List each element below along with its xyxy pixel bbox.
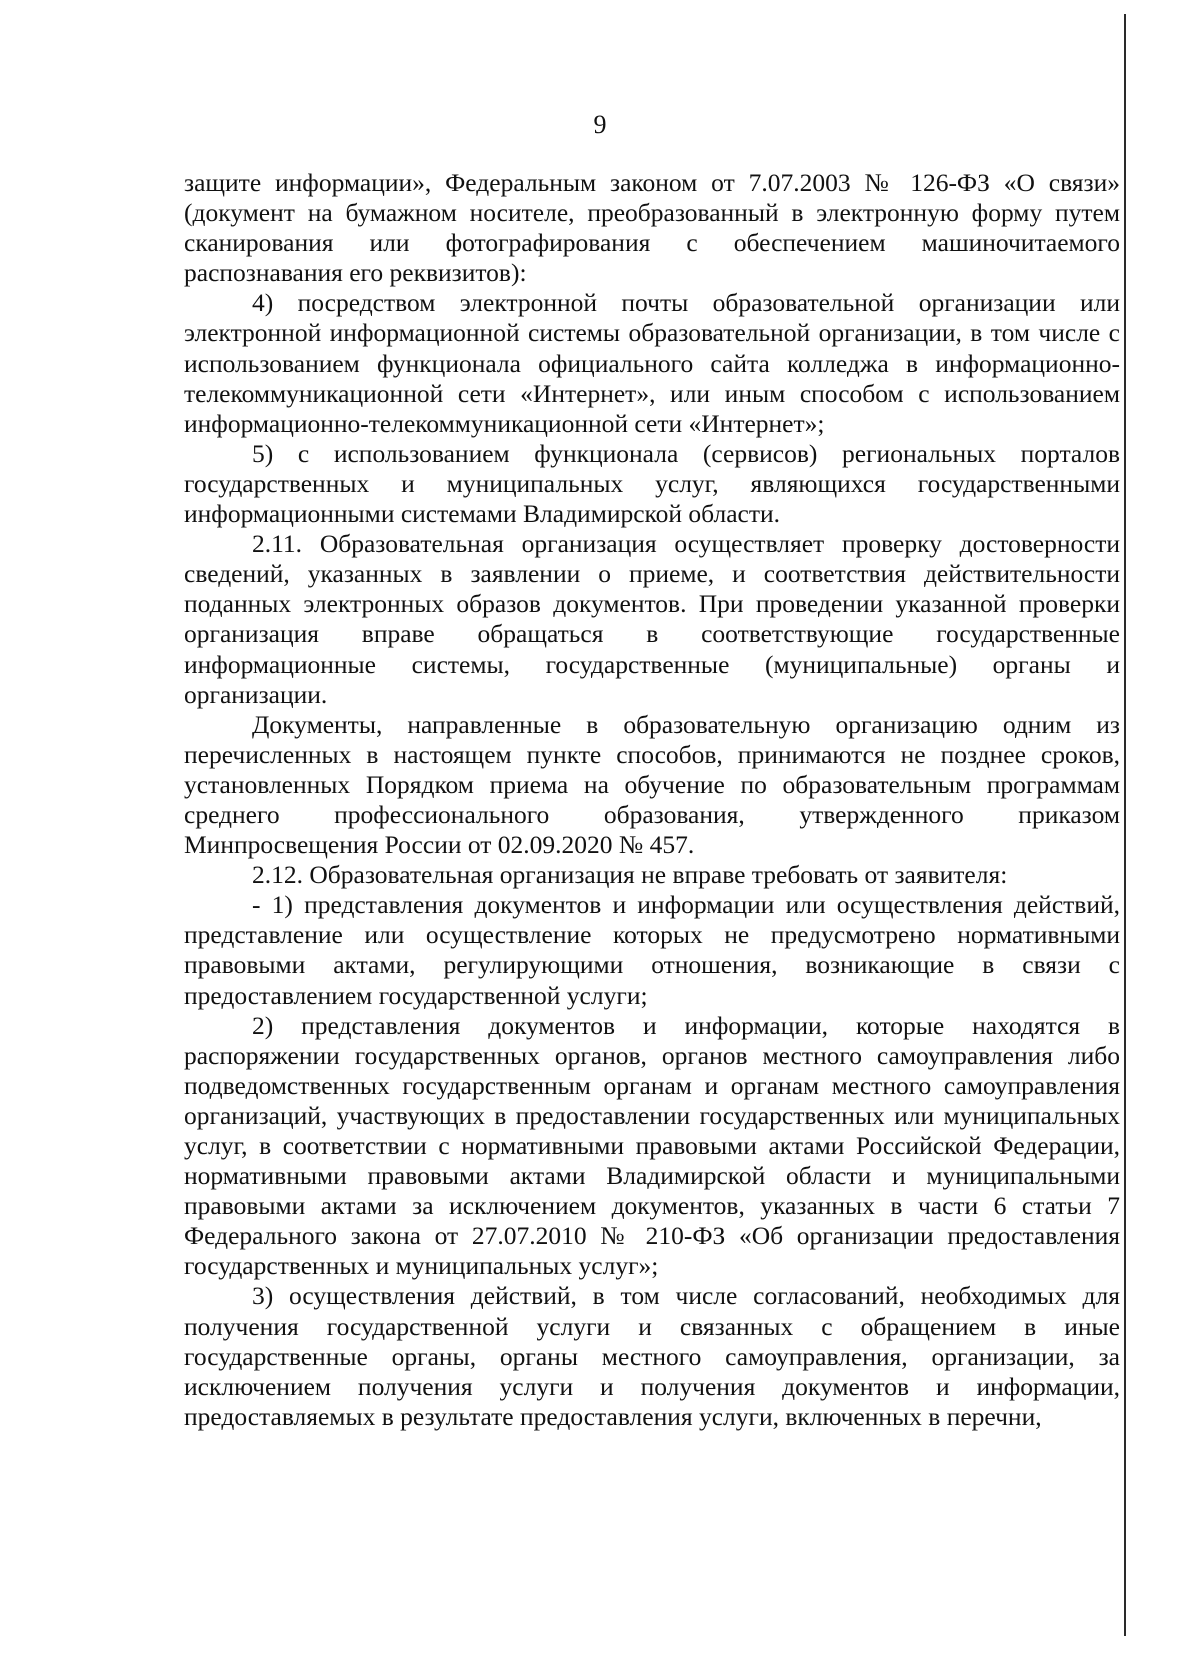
paragraph-2-11: 2.11. Образовательная организация осуществляет проверку достоверности сведений, указанных в заявлении о приеме, и соответствия действительности поданных электронных образов документов. При проведении указанной проверки организация вправе обращаться в соответствующие государственные информационные системы, государственные (муниципальные) органы и организации. [184, 529, 1120, 709]
paragraph-requirement-2: 2) представления документов и информации, которые находятся в распоряжении государственных органов, органов местного самоуправления либо подведомственных государственным органам и органам местного самоуправления организаций, участвующих в предоставлении государственных или муниципальных услуг, в соответствии с нормативными правовыми актами Российской Федерации, нормативными правовыми актами Владимирской области и муниципальными правовыми актами за исключением документов, указанных в части 6 статьи 7 Федерального закона от 27.07.2010 № 210-ФЗ «Об организации предоставления государственных и муниципальных услуг»; [184, 1010, 1120, 1281]
paragraph-2-12: 2.12. Образовательная организация не вправе требовать от заявителя: [252, 860, 1008, 890]
paragraph-documents-deadline: Документы, направленные в образовательную организацию одним из перечисленных в настоящем пункте способов, принимаются не позднее сроков, установленных Порядком приема на обучение по образовательным программам среднего профессионального образования, утвержденного приказом Минпросвещения России от 02.09.2020 № 457. [184, 709, 1120, 860]
paragraph-item-5: 5) с использованием функционала (сервисов) региональных порталов государственных и муниципальных услуг, являющихся государственными информационными системами Владимирской области. [184, 438, 1120, 529]
page-number: 9 [593, 110, 607, 139]
document-body [184, 168, 1120, 1432]
paragraph-requirement-3: 3) осуществления действий, в том числе согласований, необходимых для получения государственной услуги и связанных с обращением в иные государственные органы, органы местного самоуправления, организации, за исключением получения услуги и получения документов и информации, предоставляемых в результате предоставления услуги, включенных в перечни, [184, 1281, 1120, 1431]
paragraph-continuation: защите информации», Федеральным законом от 7.07.2003 № 126-ФЗ «О связи» (документ на бумажном носителе, преобразованный в электронную форму путем сканирования или фотографирования с обеспечением машиночитаемого распознавания его реквизитов): [184, 168, 1120, 288]
scan-edge-line [1124, 14, 1126, 1636]
paragraph-requirement-1: - 1) представления документов и информации или осуществления действий, представление или осуществление которых не предусмотрено нормативными правовыми актами, регулирующими отношения, возникающие в связи с предоставлением государственной услуги; [184, 890, 1120, 1010]
paragraph-item-4: 4) посредством электронной почты образовательной организации или электронной информационной системы образовательной организации, в том числе с использованием функционала официального сайта колледжа в информационно-телекоммуникационной сети «Интернет», или иным способом с использованием информационно-телекоммуникационной сети «Интернет»; [184, 288, 1120, 438]
